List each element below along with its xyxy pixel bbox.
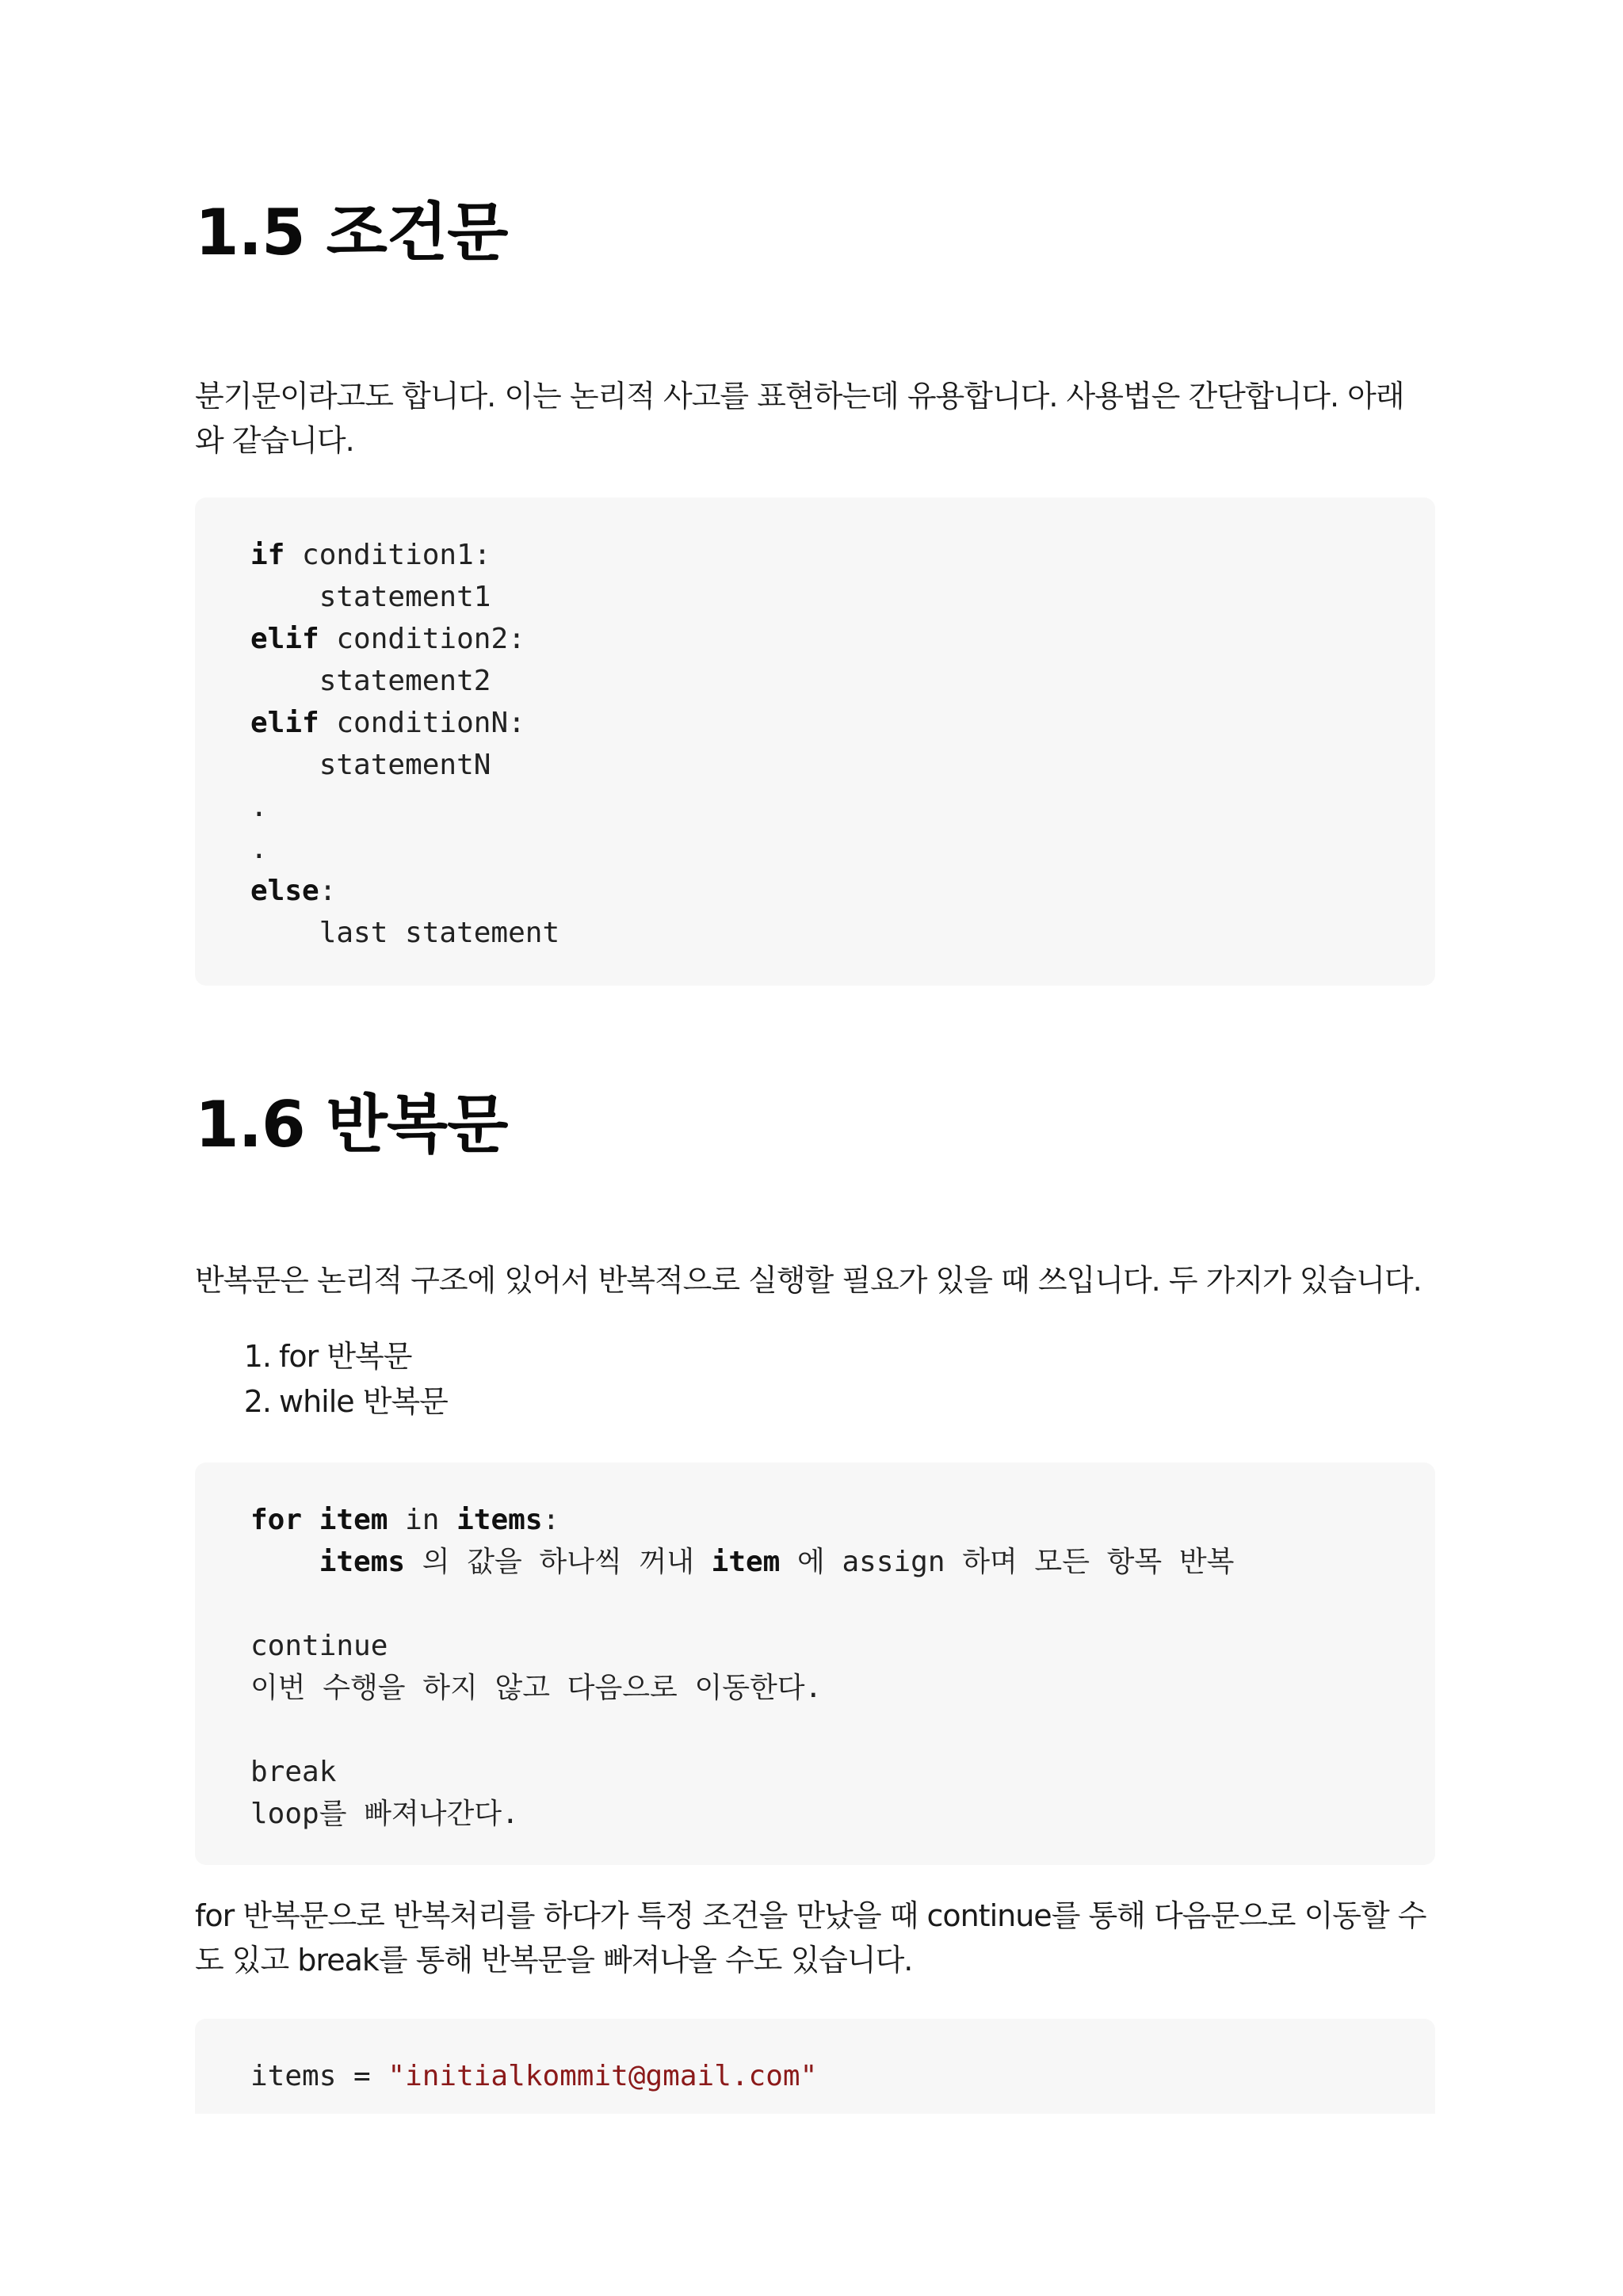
code-block-conditional [195, 498, 1435, 986]
code-keyword: elif [250, 707, 319, 739]
code-line: . [250, 833, 268, 865]
list-item-number: 2. [243, 1384, 271, 1419]
code-keyword: if [250, 539, 285, 571]
code-keyword: item [711, 1546, 781, 1578]
code-text: in [388, 1504, 457, 1536]
code-line [250, 702, 1435, 744]
code-line: statement2 [250, 665, 491, 697]
code-line: last statement [250, 917, 560, 949]
code-line [250, 870, 1435, 912]
code-line: 이번 수행을 하지 않고 다음으로 이동한다. [250, 1672, 823, 1704]
code-line-blank [250, 1709, 1435, 1751]
code-line: . [250, 791, 268, 823]
list-item-number: 1. [243, 1339, 271, 1374]
code-text: condition2: [319, 623, 525, 655]
code-keyword: elif [250, 623, 319, 655]
code-text: conditionN: [319, 707, 525, 739]
code-line-blank [250, 1583, 1435, 1625]
code-keyword: else [250, 875, 319, 907]
code-line [250, 618, 1435, 660]
code-keyword: for [250, 1504, 303, 1536]
section-heading-1-6: 1.6 반복문 [195, 1088, 508, 1161]
code-keyword: item [319, 1504, 388, 1536]
list-item [195, 1334, 448, 1379]
code-line [250, 2055, 1435, 2097]
code-text: : [542, 1504, 560, 1536]
section-1-6-outro: for 반복문으로 반복처리를 하다가 특정 조건을 만났을 때 continue를 통해 다음문으로 이동할 수 도 있고 break를 통해 반복문을 빠져나올 수도 있습니다. [195, 1898, 1426, 1978]
code-text: : [319, 875, 337, 907]
code-line: continue [250, 1630, 388, 1662]
code-line: loop를 빠져나간다. [250, 1798, 519, 1830]
code-text: condition1: [285, 539, 491, 571]
list-item [195, 1379, 448, 1425]
section-1-5-intro: 분기문이라고도 합니다. 이는 논리적 사고를 표현하는데 유용합니다. 사용법은 간단합니다. 아래 와 같습니다. [195, 379, 1404, 458]
code-line: statementN [250, 749, 491, 781]
loop-type-list [195, 1334, 448, 1425]
code-block-loop [195, 1463, 1435, 1865]
code-line: break [250, 1756, 337, 1788]
code-block-items-example [195, 2019, 1435, 2114]
code-keyword: items [319, 1546, 406, 1578]
section-heading-1-5: 1.5 조건문 [195, 196, 508, 269]
code-text: 의 값을 하나씩 꺼내 [405, 1546, 712, 1578]
code-keyword: items [456, 1504, 543, 1536]
code-text: 에 assign 하며 모든 항목 반복 [780, 1546, 1235, 1578]
code-text: items = [250, 2060, 388, 2092]
list-item-label: for 반복문 [279, 1339, 412, 1374]
section-1-6-intro: 반복문은 논리적 구조에 있어서 반복적으로 실행할 필요가 있을 때 쓰입니다. 두 가지가 있습니다. [195, 1263, 1422, 1298]
code-string: "initialkommit@gmail.com" [388, 2060, 818, 2092]
code-line: statement1 [250, 581, 491, 613]
code-indent [250, 1546, 319, 1578]
code-line [250, 1499, 1435, 1541]
list-item-label: while 반복문 [279, 1384, 448, 1419]
code-line [250, 534, 1435, 576]
code-line [250, 1541, 1435, 1583]
